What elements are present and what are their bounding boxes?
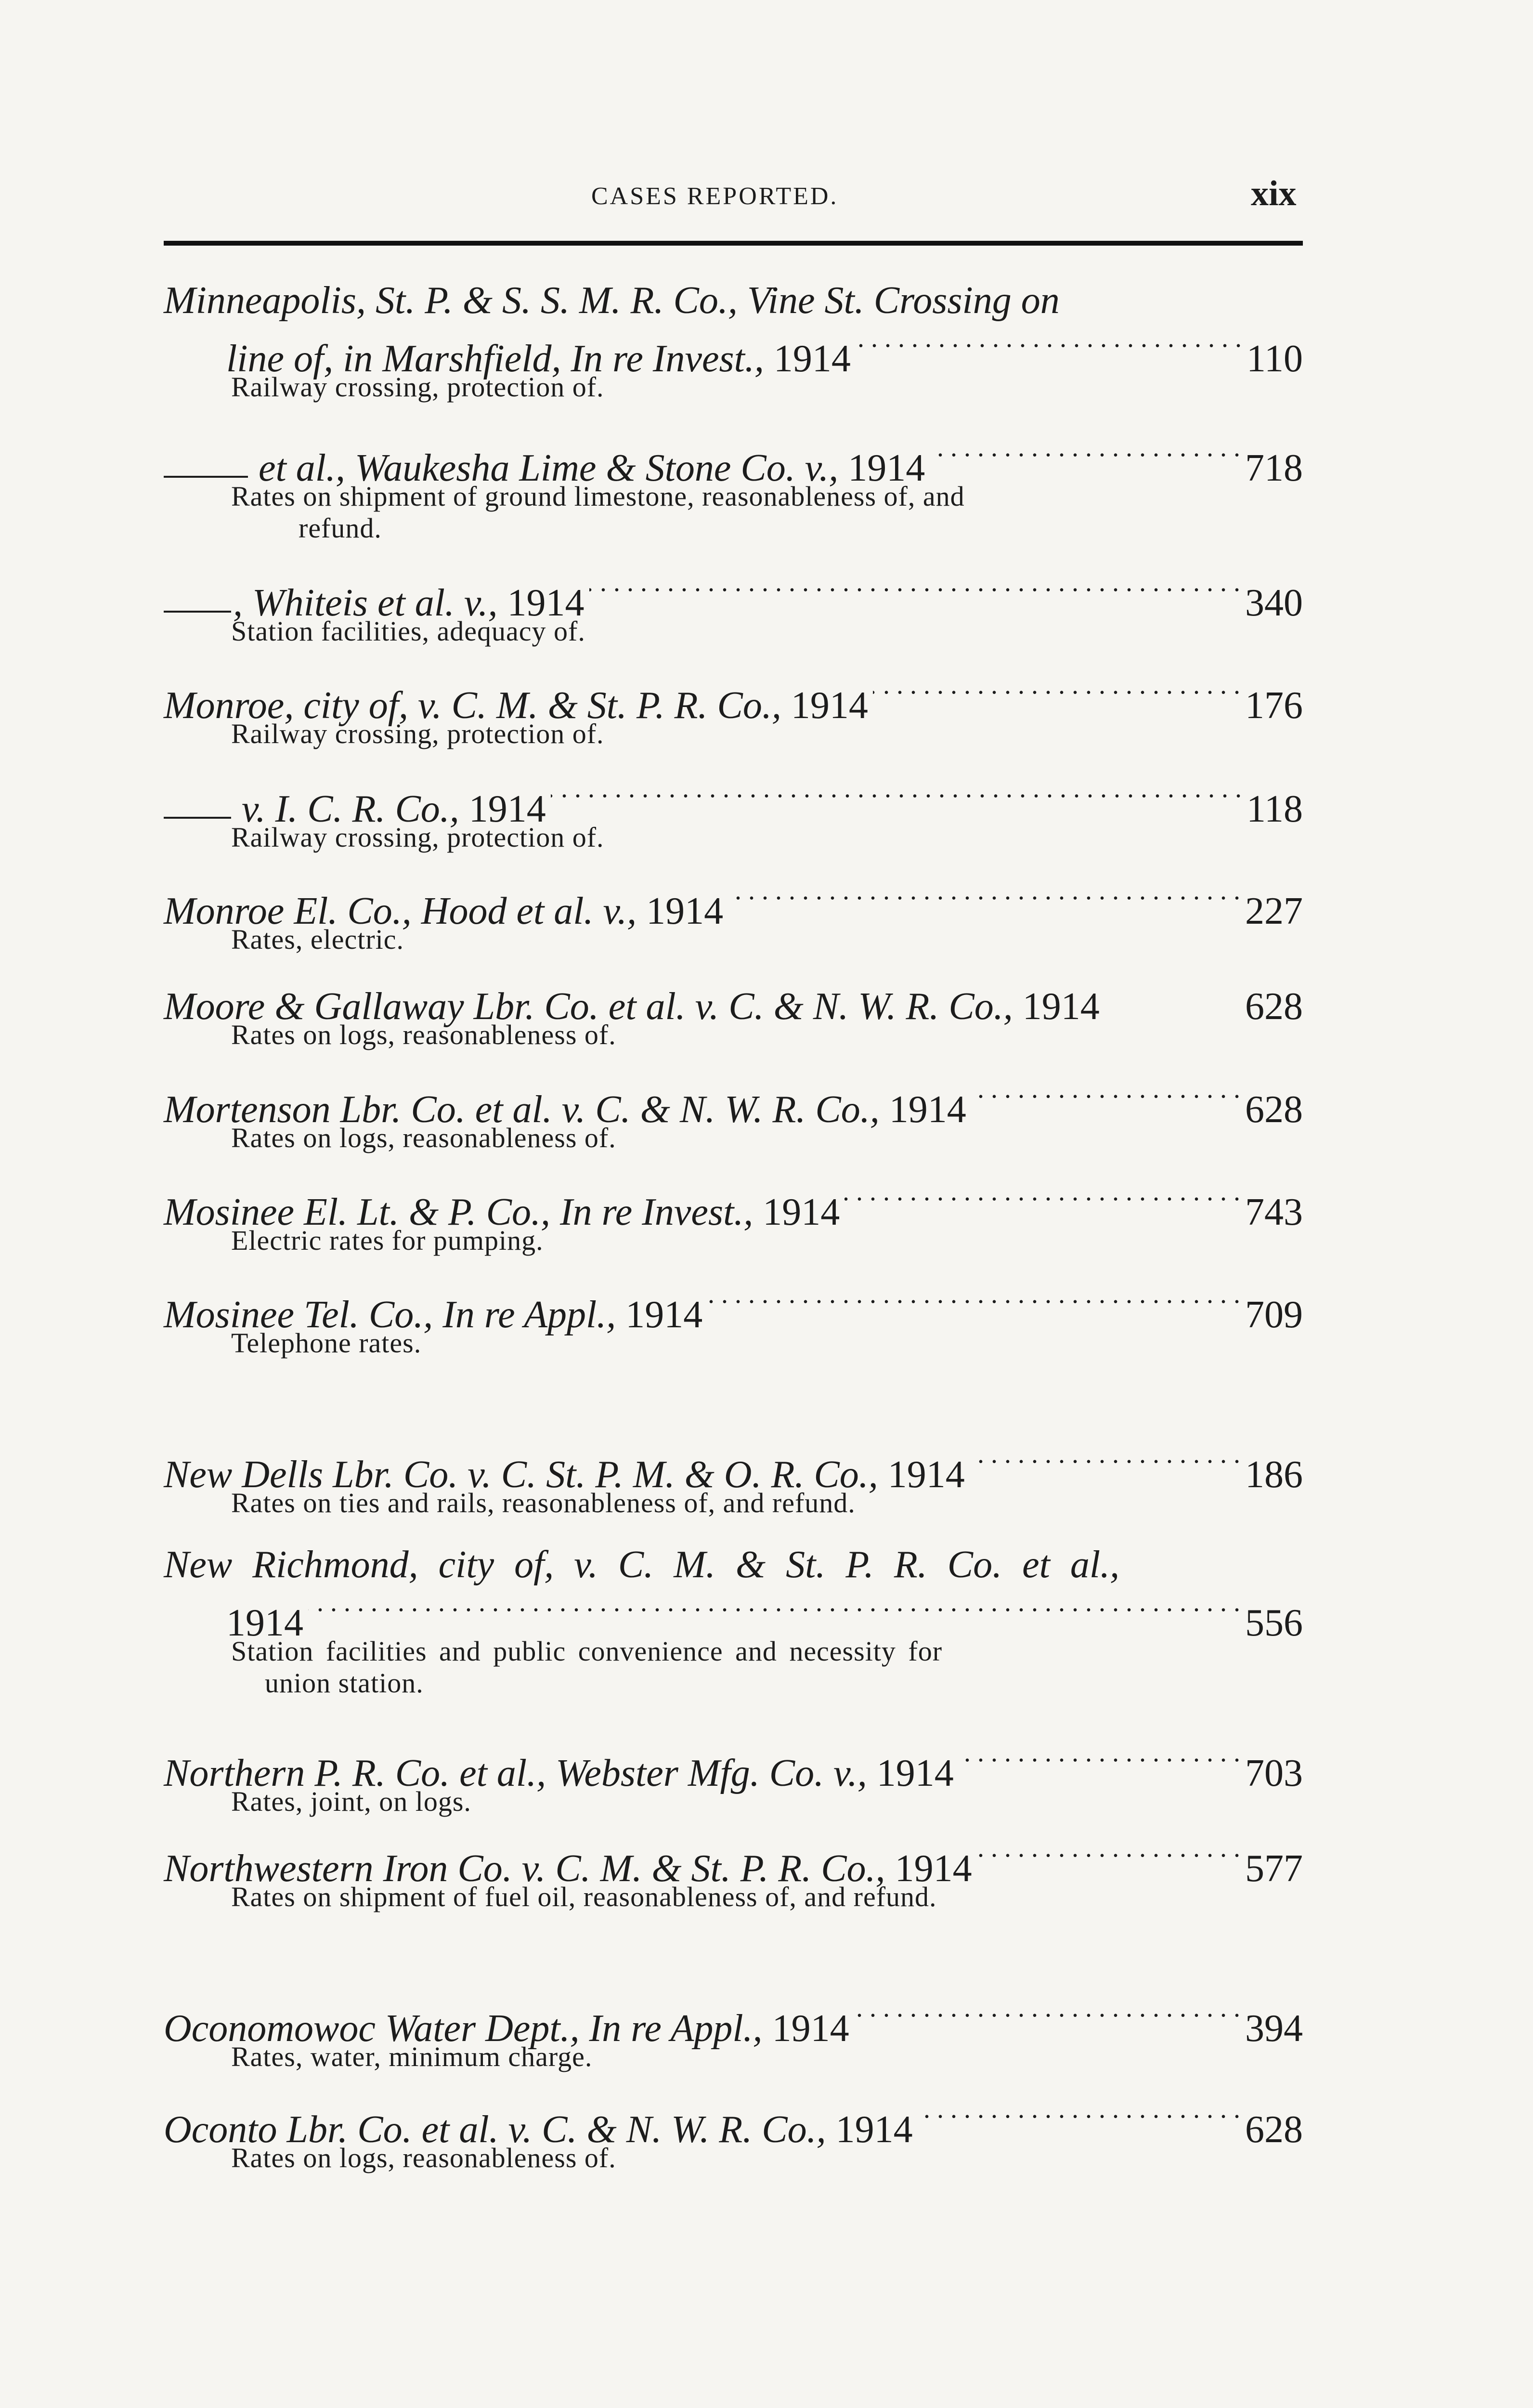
case-entry xyxy=(164,877,1303,955)
case-title-line xyxy=(164,2095,1303,2151)
case-title-line xyxy=(164,1994,1303,2050)
dot-leader xyxy=(918,2095,1240,2142)
case-entry xyxy=(164,1541,1303,1699)
case-title-line xyxy=(164,774,1303,830)
case-title-line xyxy=(164,671,1303,727)
dot-leader xyxy=(977,1834,1240,1881)
case-title-line xyxy=(164,568,1303,624)
dot-leader xyxy=(707,1280,1240,1327)
case-year: 1914 xyxy=(646,890,724,932)
case-name: Moore & Gallaway Lbr. Co. et al. v. C. & N. W. R. Co., xyxy=(164,985,1013,1028)
case-name: Oconomowoc Water Dept., In re Appl., xyxy=(164,2007,763,2050)
case-title-line xyxy=(164,324,1303,380)
case-entry xyxy=(164,277,1303,403)
case-entry xyxy=(164,1075,1303,1154)
case-subject: Rates on shipment of fuel oil, reasonableness of, and refund. xyxy=(231,1881,937,1912)
page-ref: 394 xyxy=(1245,2007,1303,2050)
case-name: Mosinee Tel. Co., In re Appl., xyxy=(164,1294,616,1336)
case-entry xyxy=(164,972,1303,1051)
case-name: Oconto Lbr. Co. et al. v. C. & N. W. R. Co., xyxy=(164,2108,826,2151)
case-subject: Rates on ties and rails, reasonableness of, and refund. xyxy=(231,1487,856,1518)
case-year: 1914 xyxy=(835,2108,913,2151)
dot-leader xyxy=(854,1994,1240,2041)
case-name: Northern P. R. Co. et al., Webster Mfg. Co. v., xyxy=(164,1752,867,1794)
case-entry xyxy=(164,1994,1303,2073)
case-entry xyxy=(164,774,1303,853)
dot-leader xyxy=(970,1440,1240,1487)
case-year: 1914 xyxy=(848,447,925,489)
case-entry xyxy=(164,433,1303,544)
case-name: New Dells Lbr. Co. v. C. St. P. M. & O. R. Co., xyxy=(164,1453,878,1496)
header-rule xyxy=(164,241,1303,246)
page-ref: 718 xyxy=(1245,447,1303,489)
case-year: 1914 xyxy=(763,1191,840,1233)
case-subject: Rates on logs, reasonableness of. xyxy=(231,1019,616,1050)
page-ref: 628 xyxy=(1245,1088,1303,1131)
page-ref: 227 xyxy=(1245,890,1303,932)
case-subject: Rates on shipment of ground limestone, reasonableness of, and xyxy=(231,481,965,512)
case-entry xyxy=(164,1834,1303,1913)
case-subject: Station facilities, adequacy of. xyxy=(231,615,585,647)
case-year: 1914 xyxy=(773,338,851,380)
case-name: v. I. C. R. Co., xyxy=(242,788,459,830)
case-title-line xyxy=(164,1588,1303,1644)
page-ref: 556 xyxy=(1245,1602,1303,1644)
page-number: xix xyxy=(1251,174,1297,213)
case-year: 1914 xyxy=(625,1294,703,1336)
case-subject: Electric rates for pumping. xyxy=(231,1225,544,1256)
case-entry xyxy=(164,1440,1303,1519)
case-name: Minneapolis, St. P. & S. S. M. R. Co., Vine St. Crossing on xyxy=(164,279,1060,322)
case-year: 1914 xyxy=(876,1752,954,1794)
case-subject: Railway crossing, protection of. xyxy=(231,822,604,853)
case-subject: Railway crossing, protection of. xyxy=(231,371,604,403)
page-ref: 176 xyxy=(1245,684,1303,727)
case-year: 1914 xyxy=(1022,985,1100,1028)
case-year: 1914 xyxy=(226,1602,303,1644)
case-entry xyxy=(164,1739,1303,1818)
page-ref: 628 xyxy=(1245,985,1303,1028)
page-ref: 118 xyxy=(1246,788,1303,830)
case-title-line xyxy=(164,1541,1303,1588)
ditto-dash xyxy=(164,476,248,478)
dot-leader xyxy=(308,1588,1240,1636)
case-entry xyxy=(164,2095,1303,2174)
ditto-dash xyxy=(164,611,231,613)
page-header xyxy=(0,173,1533,222)
case-title-line xyxy=(164,433,1303,489)
case-subject: Rates, water, minimum charge. xyxy=(231,2041,593,2072)
dot-leader xyxy=(873,671,1240,718)
case-name: Monroe El. Co., Hood et al. v., xyxy=(164,890,637,932)
case-subject: Telephone rates. xyxy=(231,1327,422,1359)
case-name: New Richmond, city of, v. C. M. & St. P. R. Co. et al., xyxy=(164,1544,1120,1586)
page-ref: 709 xyxy=(1245,1294,1303,1336)
case-subject: Rates on logs, reasonableness of. xyxy=(231,1122,616,1153)
case-year: 1914 xyxy=(895,1847,972,1890)
case-title-line xyxy=(164,972,1303,1028)
case-year: 1914 xyxy=(772,2007,849,2050)
dot-leader xyxy=(856,324,1242,371)
case-title-line xyxy=(164,1440,1303,1496)
running-head: CASES REPORTED. xyxy=(591,183,839,210)
case-title-line xyxy=(164,1075,1303,1131)
dot-leader xyxy=(959,1739,1240,1786)
dot-leader xyxy=(930,433,1240,481)
case-subject-continued: union station. xyxy=(265,1667,424,1699)
case-name: Monroe, city of, v. C. M. & St. P. R. Co., xyxy=(164,684,781,727)
case-entry xyxy=(164,1280,1303,1359)
dot-leader xyxy=(971,1075,1240,1122)
case-title-line xyxy=(164,1280,1303,1336)
case-year: 1914 xyxy=(468,788,546,830)
case-subject: Railway crossing, protection of. xyxy=(231,718,604,749)
page-ref: 743 xyxy=(1245,1191,1303,1233)
case-entry xyxy=(164,1178,1303,1256)
case-title-line xyxy=(164,1739,1303,1794)
ditto-dash xyxy=(164,817,231,819)
dot-leader xyxy=(844,1178,1240,1225)
case-title-line xyxy=(164,1178,1303,1233)
case-subject: Rates, joint, on logs. xyxy=(231,1786,471,1817)
dot-leader xyxy=(551,774,1242,822)
case-name: Mortenson Lbr. Co. et al. v. C. & N. W. R. Co., xyxy=(164,1088,880,1131)
page-ref: 186 xyxy=(1245,1453,1303,1496)
case-subject: Station facilities and public convenience and necessity for xyxy=(231,1636,943,1667)
case-year: 1914 xyxy=(507,582,585,624)
case-subject: Rates on logs, reasonableness of. xyxy=(231,2142,616,2173)
case-title-line xyxy=(164,277,1303,324)
case-name: , Whiteis et al. v., xyxy=(233,582,498,624)
page-ref: 340 xyxy=(1245,582,1303,624)
case-entry xyxy=(164,671,1303,750)
case-title-line xyxy=(164,877,1303,932)
case-name: Northwestern Iron Co. v. C. M. & St. P. R. Co., xyxy=(164,1847,885,1890)
page-ref: 110 xyxy=(1246,338,1303,380)
case-name: Mosinee El. Lt. & P. Co., In re Invest., xyxy=(164,1191,754,1233)
case-name-continued: line of, in Marshfield, In re Invest., xyxy=(226,338,764,380)
page-ref: 703 xyxy=(1245,1752,1303,1794)
dot-leader xyxy=(728,877,1240,924)
case-year: 1914 xyxy=(887,1453,965,1496)
dot-leader xyxy=(589,568,1241,615)
case-title-line xyxy=(164,1834,1303,1890)
page-ref: 628 xyxy=(1245,2108,1303,2151)
case-entry xyxy=(164,568,1303,647)
page-ref: 577 xyxy=(1245,1847,1303,1890)
case-subject-continued: refund. xyxy=(299,512,382,544)
case-year: 1914 xyxy=(889,1088,966,1131)
case-name: et al., Waukesha Lime & Stone Co. v., xyxy=(259,447,839,489)
case-subject: Rates, electric. xyxy=(231,924,404,955)
case-year: 1914 xyxy=(791,684,868,727)
